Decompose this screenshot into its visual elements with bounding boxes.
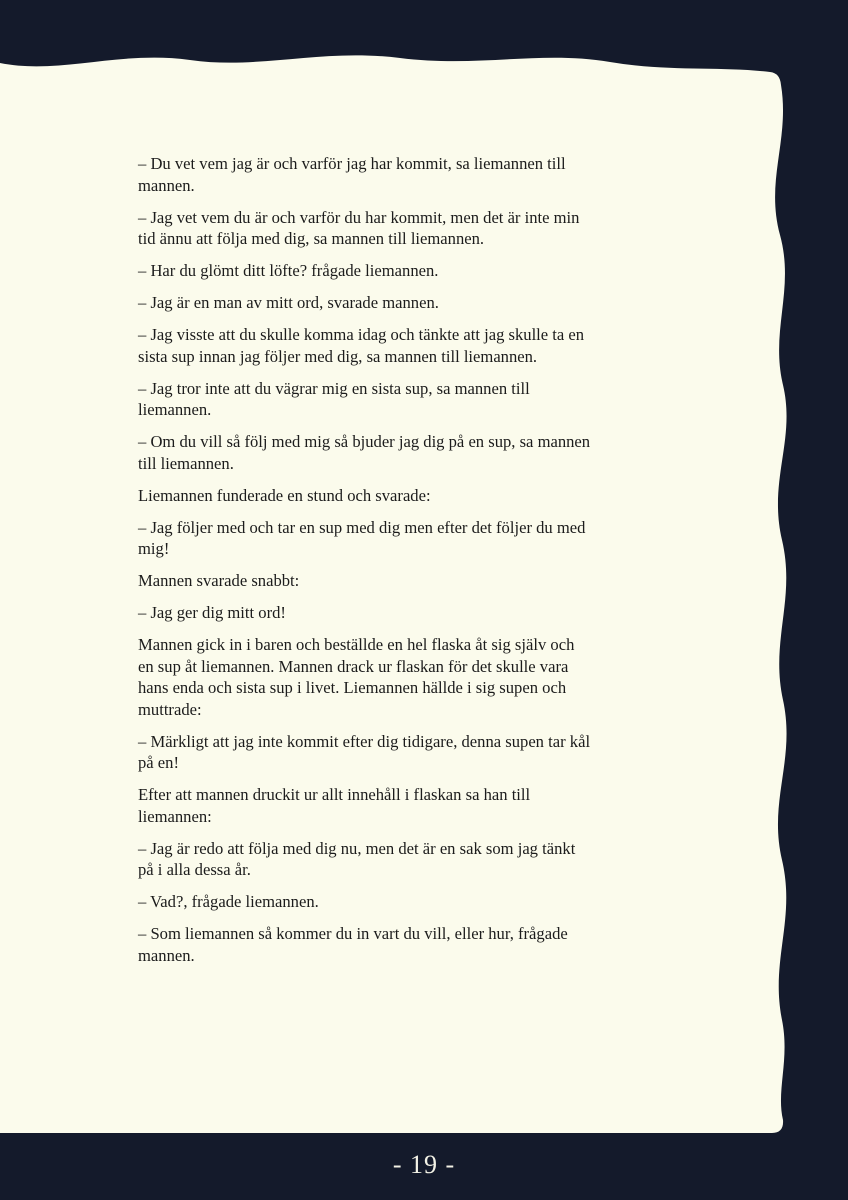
story-text [138,153,594,977]
paragraph: – Jag tror inte att du vägrar mig en sista sup, sa mannen till liemannen. [138,378,530,419]
paragraph: – Jag visste att du skulle komma idag och tänkte att jag skulle ta en sista sup innan jag följer med dig, sa mannen till liemannen. [138,325,585,366]
paragraph: Efter att mannen druckit ur allt innehåll i flaskan sa han till liemannen: [138,785,531,826]
paragraph: – Vad?, frågade liemannen. [138,892,319,911]
paragraph: – Jag är redo att följa med dig nu, men det är en sak som jag tänkt på i alla dessa år. [138,838,576,879]
paragraph: Liemannen funderade en stund och svarade: [138,485,431,505]
paragraph: – Om du vill så följ med mig så bjuder jag dig på en sup, sa mannen till liemannen. [138,432,591,473]
paragraph: – Jag vet vem du är och varför du har kommit, men det är inte min tid ännu att följa med dig, sa mannen till liemannen. [138,207,580,248]
paragraph: – Har du glömt ditt löfte? frågade liemannen. [138,261,439,280]
paragraph: – Jag ger dig mitt ord! [138,603,286,622]
paragraph: – Jag är en man av mitt ord, svarade mannen. [138,293,439,312]
paragraph: – Jag följer med och tar en sup med dig men efter det följer du med mig! [138,517,586,558]
paragraph: Mannen gick in i baren och beställde en hel flaska åt sig själv och en sup åt liemannen. Mannen drack ur flaskan för det skulle vara hans enda och sista sup i livet. Liemannen hällde i sig supen och muttrade: [138,635,575,719]
paragraph: Mannen svarade snabbt: [138,571,300,590]
paragraph: – Du vet vem jag är och varför jag har kommit, sa liemannen till mannen. [138,154,566,195]
paragraph: – Som liemannen så kommer du in vart du vill, eller hur, frågade mannen. [138,924,568,965]
paragraph: – Märkligt att jag inte kommit efter dig tidigare, denna supen tar kål på en! [138,731,591,772]
page-number: - 19 - [392,1150,456,1179]
